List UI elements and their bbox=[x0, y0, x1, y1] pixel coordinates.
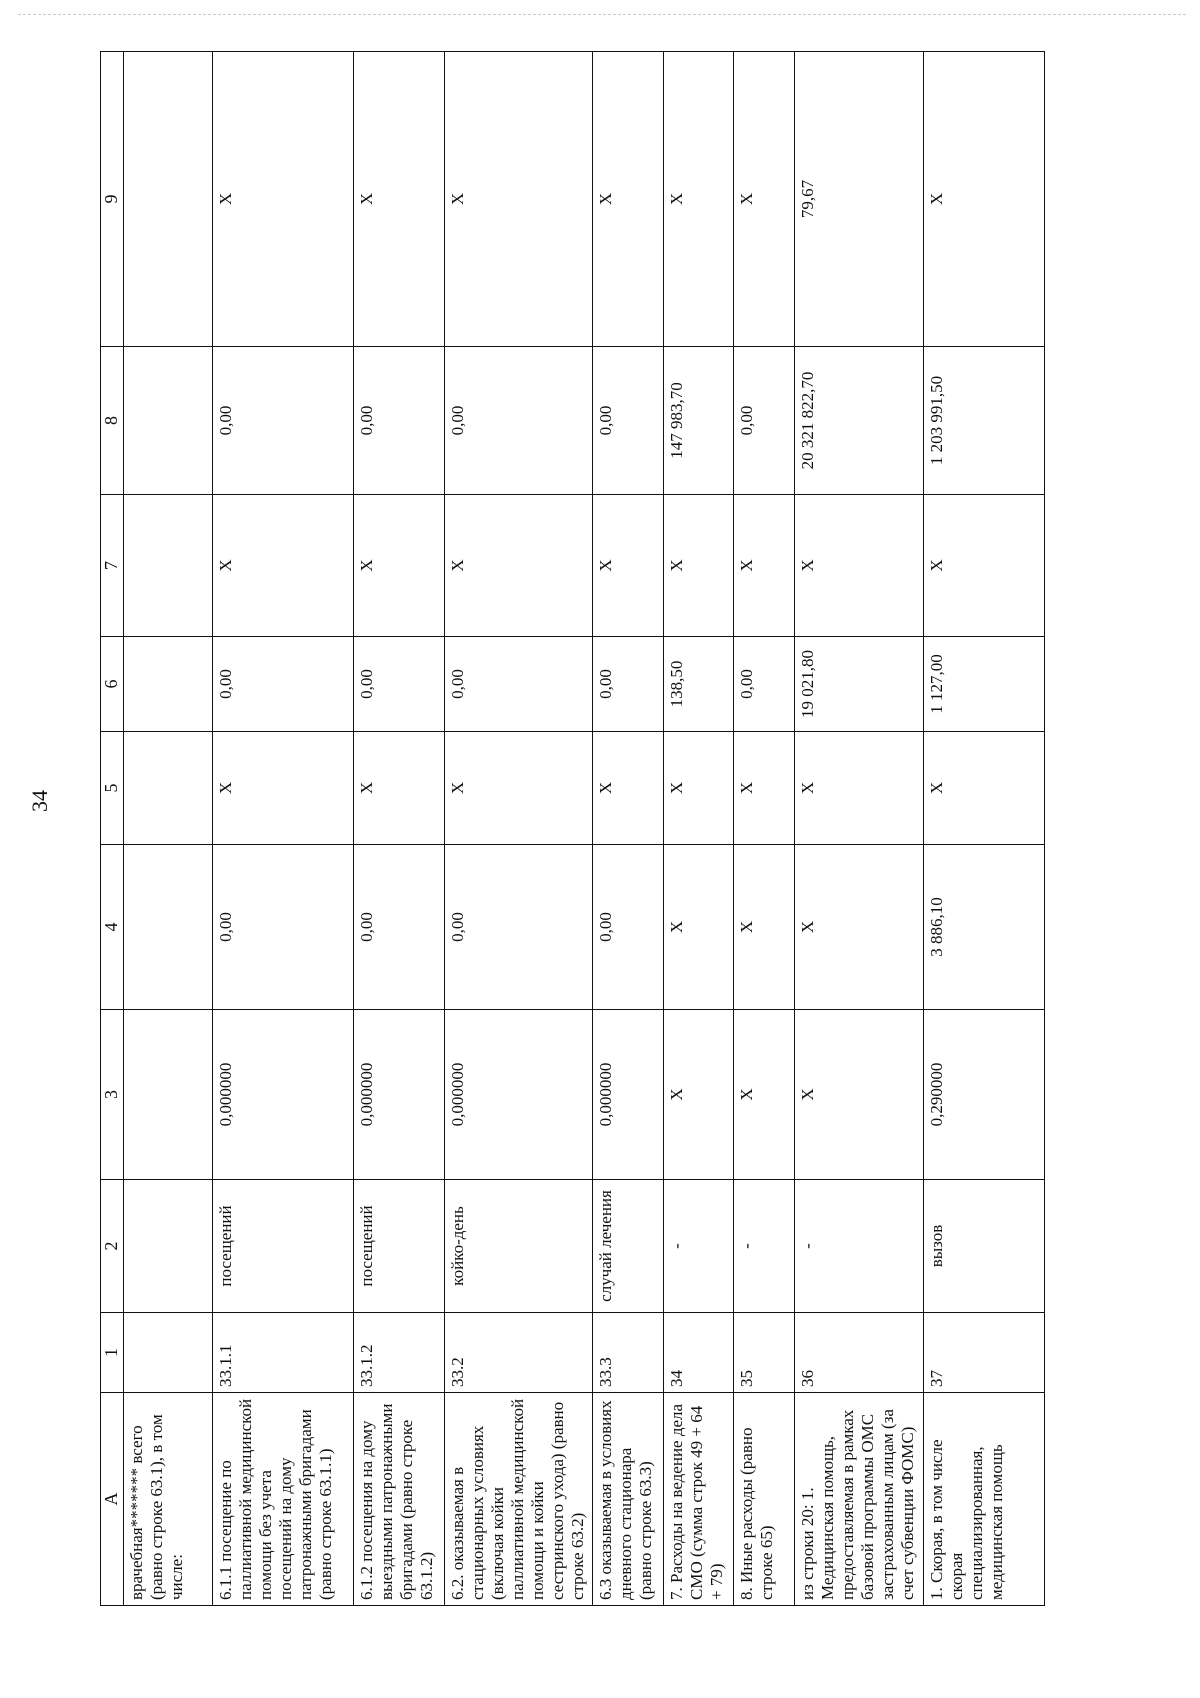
row-name-cell: 6.3 оказываемая в условиях дневного стационара (равно строке 63.3) bbox=[593, 1393, 664, 1606]
page-number-container bbox=[10, 770, 70, 830]
col3-cell: 0,000000 bbox=[212, 1010, 353, 1180]
col4-cell: 0,00 bbox=[593, 845, 664, 1010]
col3-cell: 0,000000 bbox=[353, 1010, 444, 1180]
col3-cell: Х bbox=[663, 1010, 734, 1180]
col6-cell: 19 021,80 bbox=[794, 637, 923, 732]
scan-edge-line bbox=[18, 14, 1186, 16]
header-cell: 7 bbox=[101, 495, 124, 637]
col5-cell: Х bbox=[923, 732, 1044, 845]
row-code-cell: 33.1.2 bbox=[353, 1313, 444, 1393]
row-code-cell: 36 bbox=[794, 1313, 923, 1393]
row-name-cell: 6.1.1 посещение по паллиативной медицинской помощи без учета посещений на дому патронажными бригадами (равно строке 63.1.1) bbox=[212, 1393, 353, 1606]
col5-cell: Х bbox=[212, 732, 353, 845]
row-name-cell: 6.2. оказываемая в стационарных условиях (включая койки паллиативной медицинской помощи и койки сестринского ухода) (равно строке 63.2) bbox=[444, 1393, 592, 1606]
table-row bbox=[663, 52, 734, 1606]
col4-cell: Х bbox=[734, 845, 795, 1010]
col9-cell: Х bbox=[923, 52, 1044, 347]
header-cell: 4 bbox=[101, 845, 124, 1010]
unit-cell: - bbox=[734, 1180, 795, 1313]
page-number: 34 bbox=[27, 790, 52, 812]
col9-cell: Х bbox=[444, 52, 592, 347]
row-name-cell: 8. Иные расходы (равно строке 65) bbox=[734, 1393, 795, 1606]
table-row bbox=[923, 52, 1044, 1606]
header-cell: 2 bbox=[101, 1180, 124, 1313]
col6-cell: 0,00 bbox=[212, 637, 353, 732]
row-name-cell: 1. Скорая, в том числе скорая специализированная, медицинская помощь bbox=[923, 1393, 1044, 1606]
col7-cell: Х bbox=[353, 495, 444, 637]
row-code-cell: 35 bbox=[734, 1313, 795, 1393]
col5-cell: Х bbox=[663, 732, 734, 845]
row-code-cell: 33.2 bbox=[444, 1313, 592, 1393]
col7-cell: Х bbox=[444, 495, 592, 637]
unit-cell: - bbox=[794, 1180, 923, 1313]
col8-cell: 0,00 bbox=[212, 347, 353, 495]
unit-cell: посещений bbox=[353, 1180, 444, 1313]
header-cell: А bbox=[101, 1393, 124, 1606]
col4-cell: 0,00 bbox=[444, 845, 592, 1010]
col6-cell: 1 127,00 bbox=[923, 637, 1044, 732]
row-code-cell: 33.1.1 bbox=[212, 1313, 353, 1393]
col3-cell: 0,000000 bbox=[593, 1010, 664, 1180]
unit-cell: посещений bbox=[212, 1180, 353, 1313]
col8-cell: 0,00 bbox=[593, 347, 664, 495]
col9-cell: Х bbox=[353, 52, 444, 347]
col9-cell: 79,67 bbox=[794, 52, 923, 347]
col4-cell: 0,00 bbox=[212, 845, 353, 1010]
col4-cell: 3 886,10 bbox=[923, 845, 1044, 1010]
col7-cell: Х bbox=[663, 495, 734, 637]
col5-cell: Х bbox=[593, 732, 664, 845]
header-cell: 6 bbox=[101, 637, 124, 732]
col6-cell: 0,00 bbox=[444, 637, 592, 732]
col4-cell bbox=[124, 845, 213, 1010]
col6-cell: 0,00 bbox=[593, 637, 664, 732]
col7-cell: Х bbox=[794, 495, 923, 637]
header-cell: 3 bbox=[101, 1010, 124, 1180]
col8-cell: 0,00 bbox=[353, 347, 444, 495]
col5-cell: Х bbox=[353, 732, 444, 845]
col6-cell bbox=[124, 637, 213, 732]
col4-cell: Х bbox=[663, 845, 734, 1010]
col5-cell: Х bbox=[444, 732, 592, 845]
col3-cell: Х bbox=[794, 1010, 923, 1180]
col9-cell bbox=[124, 52, 213, 347]
row-code-cell: 33.3 bbox=[593, 1313, 664, 1393]
col5-cell: Х bbox=[794, 732, 923, 845]
table-row bbox=[734, 52, 795, 1606]
col8-cell bbox=[124, 347, 213, 495]
rotated-table-container bbox=[100, 52, 1045, 1606]
unit-cell: - bbox=[663, 1180, 734, 1313]
header-cell: 8 bbox=[101, 347, 124, 495]
col8-cell: 0,00 bbox=[734, 347, 795, 495]
col8-cell: 147 983,70 bbox=[663, 347, 734, 495]
header-cell: 5 bbox=[101, 732, 124, 845]
col9-cell: Х bbox=[212, 52, 353, 347]
col3-cell: 0,000000 bbox=[444, 1010, 592, 1180]
table-row bbox=[593, 52, 664, 1606]
col4-cell: 0,00 bbox=[353, 845, 444, 1010]
col5-cell bbox=[124, 732, 213, 845]
col9-cell: Х bbox=[734, 52, 795, 347]
table-row bbox=[124, 52, 213, 1606]
table-row bbox=[212, 52, 353, 1606]
table-row bbox=[353, 52, 444, 1606]
col7-cell bbox=[124, 495, 213, 637]
col3-cell: 0,290000 bbox=[923, 1010, 1044, 1180]
col6-cell: 0,00 bbox=[353, 637, 444, 732]
col5-cell: Х bbox=[734, 732, 795, 845]
col3-cell bbox=[124, 1010, 213, 1180]
header-cell: 1 bbox=[101, 1313, 124, 1393]
col3-cell: Х bbox=[734, 1010, 795, 1180]
col6-cell: 138,50 bbox=[663, 637, 734, 732]
row-name-cell: 6.1.2 посещения на дому выездными патронажными бригадами (равно строке 63.1.2) bbox=[353, 1393, 444, 1606]
unit-cell: койко-день bbox=[444, 1180, 592, 1313]
col7-cell: Х bbox=[923, 495, 1044, 637]
table-row bbox=[444, 52, 592, 1606]
col8-cell: 1 203 991,50 bbox=[923, 347, 1044, 495]
col7-cell: Х bbox=[212, 495, 353, 637]
col8-cell: 20 321 822,70 bbox=[794, 347, 923, 495]
row-code-cell: 34 bbox=[663, 1313, 734, 1393]
unit-cell: вызов bbox=[923, 1180, 1044, 1313]
row-name-cell: 7. Расходы на ведение дела СМО (сумма строк 49 + 64 + 79) bbox=[663, 1393, 734, 1606]
col9-cell: Х bbox=[663, 52, 734, 347]
header-row bbox=[101, 52, 124, 1606]
unit-cell bbox=[124, 1180, 213, 1313]
row-name-cell: врачебная******* всего (равно строке 63.1), в том числе: bbox=[124, 1393, 213, 1606]
col8-cell: 0,00 bbox=[444, 347, 592, 495]
col6-cell: 0,00 bbox=[734, 637, 795, 732]
col4-cell: Х bbox=[794, 845, 923, 1010]
table-row bbox=[794, 52, 923, 1606]
row-name-cell: из строки 20: 1. Медицинская помощь, предоставляемая в рамках базовой программы ОМС застрахованным лицам (за счет субвенции ФОМС) bbox=[794, 1393, 923, 1606]
header-cell: 9 bbox=[101, 52, 124, 347]
col7-cell: Х bbox=[734, 495, 795, 637]
row-code-cell bbox=[124, 1313, 213, 1393]
data-table bbox=[100, 51, 1045, 1606]
unit-cell: случай лечения bbox=[593, 1180, 664, 1313]
row-code-cell: 37 bbox=[923, 1313, 1044, 1393]
col9-cell: Х bbox=[593, 52, 664, 347]
col7-cell: Х bbox=[593, 495, 664, 637]
